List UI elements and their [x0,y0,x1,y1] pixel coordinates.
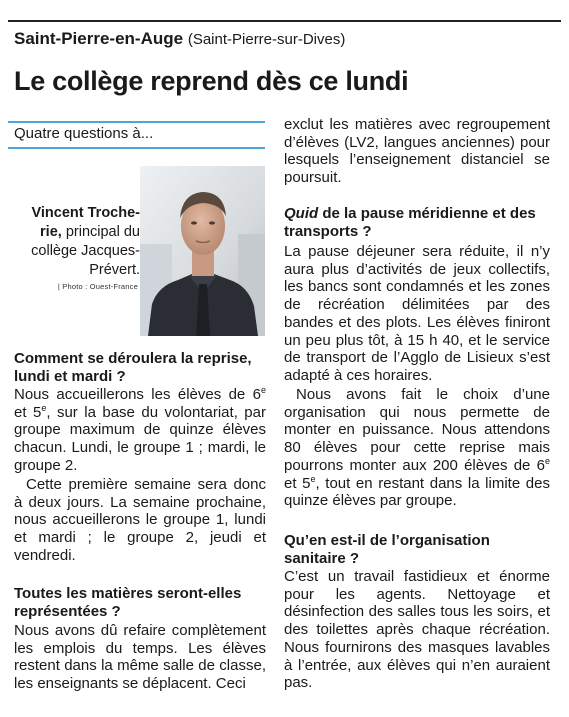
answer-1-para-2: Cette première semaine sera donc à deux jours. La semaine prochaine, nous accueillerons le groupe 1, lundi et mardi ; le groupe 2, jeudi et vendredi. [14,476,266,564]
portrait-image [140,166,265,336]
question-3: Quid de la pause méridienne et des transports ? [284,205,536,240]
answer-3-para-1: La pause déjeuner sera réduite, il n’y aura plus d’activités de jeux collectifs, les bancs sont condamnés et les zones de récréation délimitées par des bandes et des plots. Les élèves finiront un peu plus tôt, à 15 h 40, et le service de transport de l’Agglo de Lisieux s’est adapté à ces horaires. [284,243,550,384]
answer-2-para-1: Nous avons dû refaire complètement les emplois du temps. Les élèves restent dans la même salle de classe, les enseignants se déplacent. Ceci [14,622,266,693]
section-rule-top [8,121,265,123]
answer-2-continued: exclut les matières avec regroupement d’élèves (LV2, langues anciennes) pour lesquels l’enseignement distanciel se poursuit. [284,116,550,187]
question-2: Toutes les matières seront-elles représentées ? [14,585,242,620]
caption-role: principal du collège Jacques-Prévert. [31,224,140,278]
portrait-photo [140,166,265,336]
locality: Saint-Pierre-en-Auge [14,29,184,48]
answer-4-para-1: C’est un travail fastidieux et énorme pour les agents. Nettoyage et désinfection des salles tous les soirs, et des toilettes après chaque récréation. Nous fournirons des masques lavables à l’entrée, aux élèves qui n’en auraient pas. [284,568,550,692]
caption-name: Vincent Troche-rie, [31,205,140,240]
locality-sub: (Saint-Pierre-sur-Dives) [187,31,346,48]
answer-3-para-2: Nous avons fait le choix d’une organisation qui nous permette de monter en puissance. Nous attendons 80 élèves pour cette reprise mais pourrons monter aux 200 élèves de 6e et 5e, tout en restant dans la limite des quinze élèves par groupe. [284,386,550,510]
photo-caption [18,204,140,280]
top-rule [8,20,561,22]
section-rule-bottom [8,147,265,149]
section-title: Quatre questions à... [14,125,154,142]
photo-credit: | Photo : Ouest-France [57,282,138,291]
locality-line [14,29,345,49]
answer-1-para-1: Nous accueillerons les élèves de 6e et 5e, sur la base du volontariat, par groupe maximum de quinze élèves chacun. Lundi, le groupe 1 ; mardi, le groupe 2. [14,385,266,474]
headline: Le collège reprend dès ce lundi [14,66,409,96]
question-1: Comment se déroulera la reprise, lundi et mardi ? [14,350,252,385]
question-4: Qu’en est-il de l’organisation sanitaire ? [284,532,490,567]
